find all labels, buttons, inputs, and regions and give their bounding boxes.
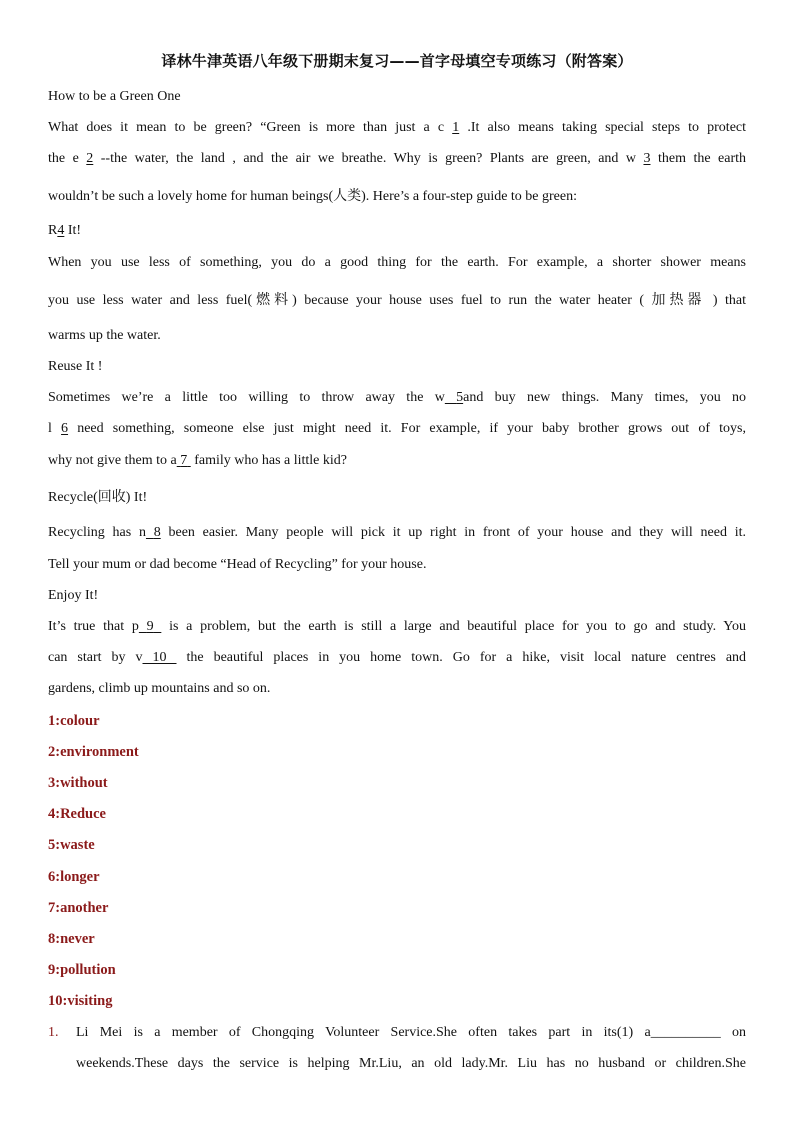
answer-item: 6:longer [48,869,100,885]
passage-line: warms up the water. [48,328,161,343]
section-heading-reuse: Reuse It ! [48,359,103,374]
answer-item: 3:without [48,775,108,791]
blank-9: 9 [146,619,154,634]
passage-line: you use less water and less fuel(燃料) because your house uses fuel to run the water heater ( 加热器 ) that [48,292,746,308]
passage-line: gardens, climb up mountains and so on. [48,681,271,696]
passage-line: why not give them to a 7 family who has a little kid? [48,453,347,468]
passage-line: Recycling has n 8 been easier. Many people will pick it up right in front of your house and they will need it. [48,525,747,540]
passage-line: What does it mean to be green? “Green is more than just a c 1 .It also means taking special steps to protect [48,120,747,135]
passage-line: the e 2 --the water, the land , and the air we breathe. Why is green? Plants are green, and w 3 them the earth [48,151,747,166]
answer-item: 9:pollution [48,962,116,978]
answer-item: 2:environment [48,744,139,760]
blank-10: 10 [152,650,167,665]
passage-line: can start by v 10 the beautiful places in you home town. Go for a hike, visit local nature centres and [48,650,747,665]
passage-line: l 6 need something, someone else just might need it. For example, if your baby brother grows out of toys, [48,421,747,436]
section-heading-recycle: Recycle(回收) It! [48,489,148,505]
answer-item: 5:waste [48,837,95,853]
blank-1: 1 [452,120,460,135]
blank-6: 6 [61,421,69,436]
blank-2: 2 [86,151,94,166]
passage-line: It’s true that p 9 is a problem, but the earth is still a large and beautiful place for you to go and study. You [48,619,747,634]
blank-fill: __________ [650,1025,721,1040]
passage-heading: How to be a Green One [48,89,181,104]
passage-line: When you use less of something, you do a good thing for the earth. For example, a shorter shower means [48,255,746,270]
blank-4: 4 [57,223,65,238]
passage-line: Sometimes we’re a little too willing to throw away the w 5and buy new things. Many times, you no [48,390,747,405]
blank-8: 8 [153,525,161,540]
section-heading-reduce: R4 It! [48,223,82,238]
passage-line: wouldn’t be such a lovely home for human beings(人类). Here’s a four-step guide to be green: [48,188,577,204]
section-heading-enjoy: Enjoy It! [48,588,99,603]
answer-item: 8:never [48,931,95,947]
answer-item: 4:Reduce [48,806,106,822]
blank-7: 7 [180,453,188,468]
blank-5: 5 [456,390,464,405]
question-number: 1. [48,1025,59,1040]
answer-item: 10:visiting [48,993,113,1009]
passage-line: Tell your mum or dad become “Head of Recycling” for your house. [48,557,427,572]
page-title: 译林牛津英语八年级下册期末复习——首字母填空专项练习（附答案） [161,52,633,70]
blank-3: 3 [643,151,651,166]
answer-item: 7:another [48,900,109,916]
question-line: Li Mei is a member of Chongqing Volunteer Service.She often takes part in its(1) a__________ on [76,1025,746,1040]
question-line: weekends.These days the service is helping Mr.Liu, an old lady.Mr. Liu has no husband or children.She [76,1056,746,1071]
answer-item: 1:colour [48,713,100,729]
